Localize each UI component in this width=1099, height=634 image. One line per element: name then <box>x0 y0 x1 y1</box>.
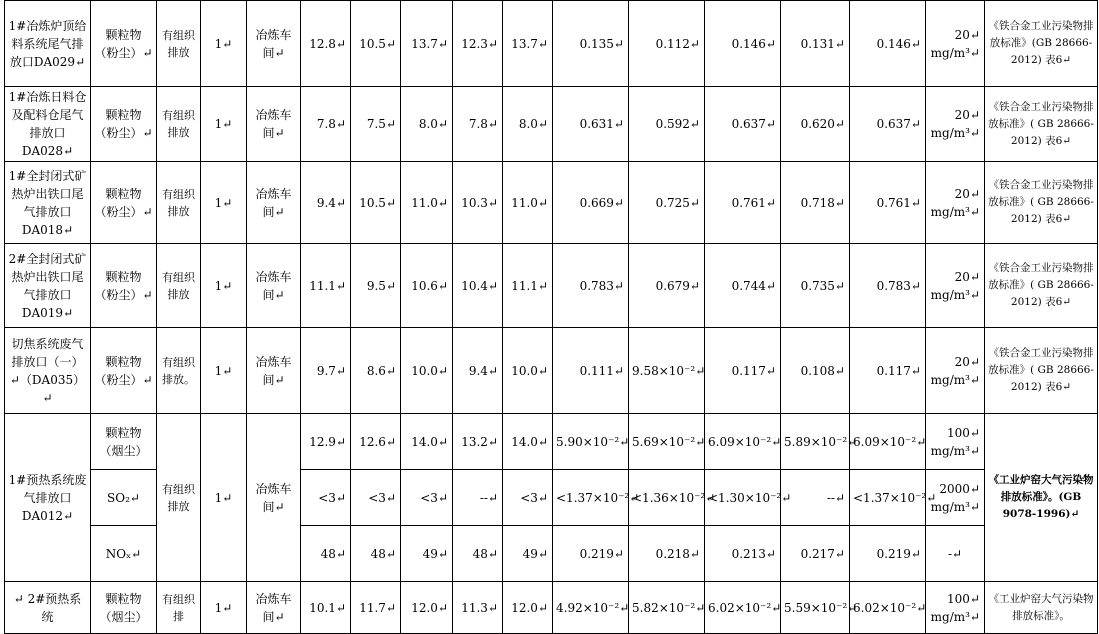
pollutant-cell: SO₂↵ <box>91 470 157 526</box>
table-row <box>5 414 1098 470</box>
standard-cell: 《铁合金工业污染物排放标准》(GB 28666-2012) 表6↵ <box>985 1 1098 87</box>
concentration-cell: 10.5↵ <box>351 162 401 244</box>
location-cell: 冶炼车间↵ <box>247 244 301 328</box>
method-cell: 有组织排放 <box>157 414 201 582</box>
rate-cell: 0.218↵ <box>629 526 705 582</box>
standard-cell: 《工业炉窑大气污染物排放标准》。(GB 9078-1996)↵ <box>985 414 1098 582</box>
location-cell: 冶炼车间↵ <box>247 1 301 87</box>
concentration-cell: 12.8↵ <box>301 1 351 87</box>
rate-cell: 4.92×10⁻²↵ <box>553 582 629 634</box>
rate-cell: 5.69×10⁻²↵ <box>629 414 705 470</box>
concentration-cell: 11.7↵ <box>351 582 401 634</box>
rate-cell: <1.37×10⁻²↵ <box>850 470 926 526</box>
concentration-cell: 48↵ <box>453 526 503 582</box>
limit-cell: 20↵ mg/m³↵ <box>926 87 985 162</box>
table-row <box>5 244 1098 328</box>
concentration-cell: <3↵ <box>503 470 553 526</box>
location-cell: 冶炼车间↵ <box>247 87 301 162</box>
rate-cell: 0.592↵ <box>629 87 705 162</box>
concentration-cell: --↵ <box>453 470 503 526</box>
pollutant-cell: 颗粒物（粉尘）↵ <box>91 87 157 162</box>
method-cell: 有组织排放 <box>157 244 201 328</box>
rate-cell: 0.725↵ <box>629 162 705 244</box>
concentration-cell: 12.3↵ <box>453 1 503 87</box>
rate-cell: 0.620↵ <box>781 87 850 162</box>
rate-cell: 0.117↵ <box>850 328 926 414</box>
concentration-cell: 9.5↵ <box>351 244 401 328</box>
count-cell: 1↵ <box>201 87 247 162</box>
outlet-cell: 1#预热系统废气排放口DA012↵ <box>5 414 91 582</box>
concentration-cell: 12.0↵ <box>503 582 553 634</box>
concentration-cell: 11.1↵ <box>503 244 553 328</box>
rate-cell: 5.59×10⁻²↵ <box>781 582 850 634</box>
method-cell: 有组织排 <box>157 582 201 634</box>
count-cell: 1↵ <box>201 244 247 328</box>
pollutant-cell: 颗粒物（烟尘） <box>91 414 157 470</box>
concentration-cell: 8.0↵ <box>401 87 453 162</box>
rate-cell: <1.30×10⁻²↵ <box>705 470 781 526</box>
table-row <box>5 328 1098 414</box>
concentration-cell: 12.6↵ <box>351 414 401 470</box>
concentration-cell: 8.0↵ <box>503 87 553 162</box>
method-cell: 有组织排放 <box>157 162 201 244</box>
outlet-cell: 2#全封闭式矿热炉出铁口尾气排放口DA019↵ <box>5 244 91 328</box>
concentration-cell: 11.3↵ <box>453 582 503 634</box>
concentration-cell: 10.6↵ <box>401 244 453 328</box>
limit-cell: 20↵ mg/m³↵ <box>926 162 985 244</box>
concentration-cell: <3↵ <box>401 470 453 526</box>
standard-cell: 《铁合金工业污染物排放标准》( GB 28666-2012) 表6↵ <box>985 162 1098 244</box>
concentration-cell: 9.7↵ <box>301 328 351 414</box>
rate-cell: 0.146↵ <box>850 1 926 87</box>
rate-cell: 0.219↵ <box>553 526 629 582</box>
rate-cell: <1.36×10⁻²↵ <box>629 470 705 526</box>
rate-cell: 9.58×10⁻²↵ <box>629 328 705 414</box>
rate-cell: 0.783↵ <box>553 244 629 328</box>
table-row <box>5 87 1098 162</box>
rate-cell: <1.37×10⁻²↵ <box>553 470 629 526</box>
count-cell: 1↵ <box>201 582 247 634</box>
method-cell: 有组织排放 <box>157 87 201 162</box>
rate-cell: 0.718↵ <box>781 162 850 244</box>
standard-cell: 《工业炉窑大气污染物排放标准》。 <box>985 582 1098 634</box>
rate-cell: 0.108↵ <box>781 328 850 414</box>
concentration-cell: 11.0↵ <box>401 162 453 244</box>
limit-cell: 20↵ mg/m³↵ <box>926 1 985 87</box>
rate-cell: 0.117↵ <box>705 328 781 414</box>
limit-cell: 100↵ mg/m³↵ <box>926 582 985 634</box>
rate-cell: 0.146↵ <box>705 1 781 87</box>
concentration-cell: <3↵ <box>301 470 351 526</box>
concentration-cell: 10.3↵ <box>453 162 503 244</box>
rate-cell: 0.735↵ <box>781 244 850 328</box>
concentration-cell: 12.9↵ <box>301 414 351 470</box>
method-cell: 有组织排放 <box>157 1 201 87</box>
location-cell: 冶炼车间↵ <box>247 162 301 244</box>
concentration-cell: 10.5↵ <box>351 1 401 87</box>
count-cell: 1↵ <box>201 1 247 87</box>
pollutant-cell: 颗粒物（粉尘）↵ <box>91 1 157 87</box>
rate-cell: 6.09×10⁻²↵ <box>705 414 781 470</box>
rate-cell: 0.783↵ <box>850 244 926 328</box>
standard-cell: 《铁合金工业污染物排放标准》( GB 28666-2012) 表6↵ <box>985 244 1098 328</box>
limit-cell: 20↵ mg/m³↵ <box>926 244 985 328</box>
rate-cell: 0.669↵ <box>553 162 629 244</box>
rate-cell: 0.637↵ <box>850 87 926 162</box>
rate-cell: 0.217↵ <box>781 526 850 582</box>
concentration-cell: 13.7↵ <box>401 1 453 87</box>
table-row <box>5 1 1098 87</box>
rate-cell: 6.02×10⁻²↵ <box>850 582 926 634</box>
rate-cell: 0.112↵ <box>629 1 705 87</box>
concentration-cell: 9.4↵ <box>301 162 351 244</box>
pollutant-cell: 颗粒物（粉尘）↵ <box>91 162 157 244</box>
count-cell: 1↵ <box>201 414 247 582</box>
concentration-cell: 49↵ <box>503 526 553 582</box>
standard-cell: 《铁合金工业污染物排放标准》( GB 28666-2012) 表6↵ <box>985 328 1098 414</box>
concentration-cell: 14.0↵ <box>401 414 453 470</box>
concentration-cell: 11.0↵ <box>503 162 553 244</box>
method-cell: 有组织排放。 <box>157 328 201 414</box>
count-cell: 1↵ <box>201 162 247 244</box>
concentration-cell: 7.5↵ <box>351 87 401 162</box>
emission-monitoring-table <box>4 0 1098 634</box>
standard-cell: 《铁合金工业污染物排放标准》( GB 28666-2012) 表6↵ <box>985 87 1098 162</box>
concentration-cell: 49↵ <box>401 526 453 582</box>
concentration-cell: 9.4↵ <box>453 328 503 414</box>
pollutant-cell: 颗粒物（粉尘）↵ <box>91 328 157 414</box>
rate-cell: 6.09×10⁻²↵ <box>850 414 926 470</box>
location-cell: 冶炼车间↵ <box>247 328 301 414</box>
limit-cell: 2000↵ mg/m³↵ <box>926 470 985 526</box>
concentration-cell: 7.8↵ <box>453 87 503 162</box>
concentration-cell: 13.7↵ <box>503 1 553 87</box>
rate-cell: 0.637↵ <box>705 87 781 162</box>
location-cell: 冶炼车间↵ <box>247 582 301 634</box>
rate-cell: 0.213↵ <box>705 526 781 582</box>
concentration-cell: 48↵ <box>301 526 351 582</box>
outlet-cell: 切焦系统废气排放口（一）↵（DA035）↵ <box>5 328 91 414</box>
concentration-cell: 8.6↵ <box>351 328 401 414</box>
rate-cell: 0.131↵ <box>781 1 850 87</box>
rate-cell: 5.90×10⁻²↵ <box>553 414 629 470</box>
location-cell: 冶炼车间↵ <box>247 414 301 582</box>
concentration-cell: 11.1↵ <box>301 244 351 328</box>
rate-cell: 5.89×10⁻²↵ <box>781 414 850 470</box>
rate-cell: 0.135↵ <box>553 1 629 87</box>
concentration-cell: 10.4↵ <box>453 244 503 328</box>
rate-cell: 0.761↵ <box>850 162 926 244</box>
rate-cell: 0.111↵ <box>553 328 629 414</box>
limit-cell: 100↵ mg/m³↵ <box>926 414 985 470</box>
count-cell: 1↵ <box>201 328 247 414</box>
pollutant-cell: 颗粒物（烟尘） <box>91 582 157 634</box>
pollutant-cell: 颗粒物（粉尘）↵ <box>91 244 157 328</box>
table-row <box>5 162 1098 244</box>
concentration-cell: 7.8↵ <box>301 87 351 162</box>
rate-cell: 0.219↵ <box>850 526 926 582</box>
concentration-cell: <3↵ <box>351 470 401 526</box>
limit-cell: 20↵ mg/m³↵ <box>926 328 985 414</box>
concentration-cell: 14.0↵ <box>503 414 553 470</box>
rate-cell: 0.679↵ <box>629 244 705 328</box>
concentration-cell: 48↵ <box>351 526 401 582</box>
pollutant-cell: NOₓ↵ <box>91 526 157 582</box>
table-row <box>5 582 1098 634</box>
outlet-cell: 1#冶炼日料仓及配料仓尾气排放口DA028↵ <box>5 87 91 162</box>
rate-cell: 0.631↵ <box>553 87 629 162</box>
concentration-cell: 10.0↵ <box>503 328 553 414</box>
rate-cell: --↵ <box>781 470 850 526</box>
concentration-cell: 10.0↵ <box>401 328 453 414</box>
outlet-cell: ↵ 2#预热系统 <box>5 582 91 634</box>
rate-cell: 5.82×10⁻²↵ <box>629 582 705 634</box>
concentration-cell: 13.2↵ <box>453 414 503 470</box>
outlet-cell: 1#冶炼炉顶给料系统尾气排放口DA029↵ <box>5 1 91 87</box>
outlet-cell: 1#全封闭式矿热炉出铁口尾气排放口DA018↵ <box>5 162 91 244</box>
limit-cell: -↵ <box>926 526 985 582</box>
concentration-cell: 12.0↵ <box>401 582 453 634</box>
concentration-cell: 10.1↵ <box>301 582 351 634</box>
rate-cell: 0.744↵ <box>705 244 781 328</box>
rate-cell: 0.761↵ <box>705 162 781 244</box>
rate-cell: 6.02×10⁻²↵ <box>705 582 781 634</box>
